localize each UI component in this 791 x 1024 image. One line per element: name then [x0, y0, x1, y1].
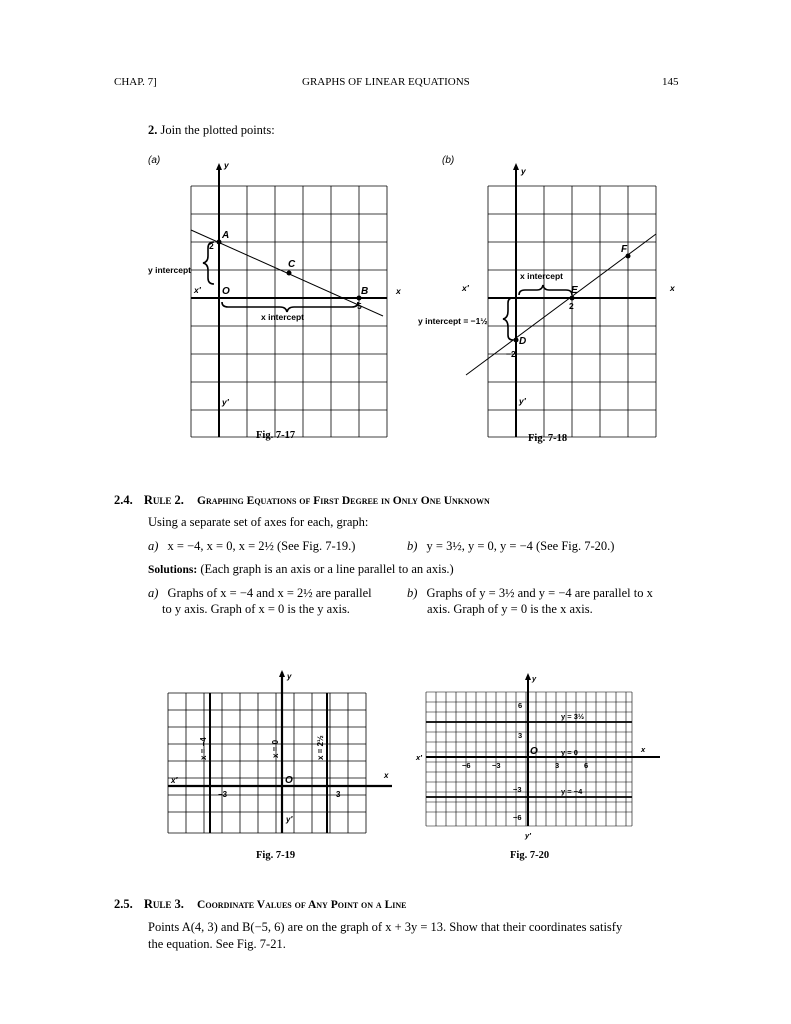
fig19-grid — [168, 693, 366, 833]
fig19-label-3: 3 — [336, 790, 341, 799]
section-2-4-solutions-label: Solutions: — [148, 564, 198, 576]
fig18-label-x-intercept: x intercept — [520, 271, 563, 281]
fig17-label-y: y — [224, 160, 229, 170]
fig17-label-origin: O — [222, 286, 230, 297]
fig19-label-x-eq-neg4: x = −4 — [199, 737, 208, 760]
figure-7-19 — [160, 665, 400, 845]
fig19-y-arrow — [279, 670, 285, 677]
section-2-4-solutions-text: (Each graph is an axis or a line parallel to an axis.) — [200, 562, 454, 576]
section-2-4-solutions — [148, 563, 454, 577]
section-2-5-title: Coordinate Values of Any Point on a Line — [197, 899, 407, 911]
fig19-label-x-prime: x′ — [171, 776, 178, 785]
fig17-label-y-intercept: y intercept — [148, 265, 191, 275]
section-2-5-line2: the equation. See Fig. 7-21. — [148, 937, 286, 951]
fig17-y-arrow — [216, 163, 222, 170]
section-2-4-b-label: b) — [407, 539, 418, 553]
fig20-label-xneg6: −6 — [462, 761, 471, 770]
section-2-4-solution-b — [407, 587, 653, 600]
section-2-4-sa-line2: to y axis. Graph of x = 0 is the y axis. — [162, 602, 350, 616]
section-2-4-solution-a — [148, 587, 372, 600]
section-2-5-number: 2.5. — [114, 897, 133, 911]
item-2-text: Join the plotted points: — [160, 123, 275, 137]
fig19-label-x-eq-0: x = 0 — [271, 739, 280, 758]
figure-7-18 — [415, 150, 690, 440]
fig18-x-intercept-brace — [519, 285, 572, 295]
fig20-label-yneg3: −3 — [513, 785, 522, 794]
fig19-label-y-prime: y′ — [286, 815, 293, 824]
fig17-label-a: A — [222, 230, 230, 241]
item-2 — [148, 124, 275, 137]
fig20-label-y-eq-0: y = 0 — [561, 748, 578, 757]
fig17-x-intercept-brace — [222, 302, 358, 312]
section-2-4-a-text: x = −4, x = 0, x = 2½ (See Fig. 7-19.) — [167, 539, 356, 553]
section-2-5-heading — [114, 898, 406, 912]
fig20-label-y6: 6 — [518, 701, 523, 710]
section-2-4-number: 2.4. — [114, 493, 133, 507]
fig17-panel-label: (a) — [148, 155, 161, 166]
fig17-label-x: x — [396, 286, 401, 296]
fig17-label-y-prime: y′ — [222, 397, 229, 407]
section-2-4-sa-label: a) — [148, 586, 159, 600]
section-2-4-heading — [114, 494, 490, 508]
fig19-label-origin: O — [285, 775, 293, 786]
fig17-label-5: 5 — [357, 301, 362, 311]
fig17-label-2: 2 — [209, 241, 214, 251]
fig18-label-y-prime: y′ — [519, 396, 526, 406]
fig17-point-c — [287, 271, 292, 276]
fig20-label-y-eq-3-5: y = 3½ — [561, 712, 585, 721]
fig18-label-y: y — [521, 166, 526, 176]
fig17-label-x-intercept: x intercept — [261, 312, 304, 322]
fig18-y-arrow — [513, 163, 519, 170]
figure-7-17 — [140, 150, 401, 440]
fig18-label-y-intercept: y intercept = −1½ — [418, 316, 488, 326]
fig17-label-c: C — [288, 259, 296, 270]
fig19-label-x-eq-2-5: x = 2½ — [316, 735, 325, 760]
fig18-label-f: F — [621, 244, 628, 255]
fig19-caption: Fig. 7-19 — [256, 850, 296, 861]
fig19-label-x: x — [384, 771, 389, 780]
fig20-label-origin: O — [530, 746, 538, 757]
fig17-label-b: B — [361, 286, 369, 297]
fig18-grid — [488, 186, 656, 437]
header-title: GRAPHS OF LINEAR EQUATIONS — [302, 76, 470, 88]
fig20-y-arrow — [525, 673, 531, 680]
section-2-4-rule: Rule 2. — [143, 493, 184, 507]
fig17-label-x-prime: x′ — [194, 285, 201, 295]
section-2-4-part-a — [148, 540, 355, 553]
section-2-4-sb-label: b) — [407, 586, 418, 600]
fig20-label-x-prime: x′ — [416, 753, 422, 762]
fig20-label-y3: 3 — [518, 731, 523, 740]
section-2-5-line1: Points A(4, 3) and B(−5, 6) are on the graph of x + 3y = 13. Show that their coordinates satisfy — [148, 920, 623, 934]
fig20-label-x3: 3 — [555, 761, 560, 770]
fig20-label-yneg6: −6 — [513, 813, 522, 822]
fig18-y-intercept-brace — [503, 298, 513, 340]
fig17-point-a — [217, 240, 222, 245]
header-page-number: 145 — [662, 76, 679, 88]
fig19-label-y: y — [287, 672, 292, 681]
fig19-label-neg3: −3 — [218, 790, 228, 799]
section-2-4-a-label: a) — [148, 539, 159, 553]
fig20-caption: Fig. 7-20 — [510, 850, 550, 861]
fig18-label-x: x — [670, 283, 675, 293]
fig20-label-y-prime: y′ — [525, 831, 531, 840]
fig18-label-neg2: −2 — [506, 349, 516, 359]
fig18-label-2: 2 — [569, 301, 574, 311]
item-2-number: 2. — [148, 123, 158, 137]
fig18-label-e: E — [571, 285, 578, 296]
section-2-4-title: Graphing Equations of First Degree in Only One Unknown — [197, 495, 490, 507]
fig18-point-e — [570, 296, 575, 301]
fig20-label-y-eq-neg4: y = −4 — [561, 787, 583, 796]
section-2-4-b-text: y = 3½, y = 0, y = −4 (See Fig. 7-20.) — [426, 539, 615, 553]
section-2-4-sb-line1: Graphs of y = 3½ and y = −4 are parallel to x — [426, 586, 653, 600]
fig17-caption: Fig. 7-17 — [256, 430, 296, 441]
section-2-4-part-b — [407, 540, 614, 553]
section-2-5-rule: Rule 3. — [143, 897, 184, 911]
section-2-4-sa-line1: Graphs of x = −4 and x = 2½ are parallel — [167, 586, 372, 600]
section-2-4-intro: Using a separate set of axes for each, graph: — [148, 515, 369, 529]
figure-7-20 — [405, 665, 660, 845]
section-2-4-sb-line2: axis. Graph of y = 0 is the x axis. — [427, 602, 593, 616]
fig20-label-y: y — [532, 674, 537, 683]
fig20-label-xneg3: −3 — [492, 761, 501, 770]
fig20-label-x6: 6 — [584, 761, 589, 770]
header-chapter: CHAP. 7] — [114, 76, 157, 88]
fig20-label-x: x — [641, 745, 646, 754]
fig18-label-x-prime: x′ — [462, 283, 469, 293]
fig18-label-d: D — [519, 336, 527, 347]
fig18-panel-label: (b) — [442, 155, 455, 166]
fig18-point-d — [514, 338, 519, 343]
fig18-caption: Fig. 7-18 — [528, 433, 568, 444]
